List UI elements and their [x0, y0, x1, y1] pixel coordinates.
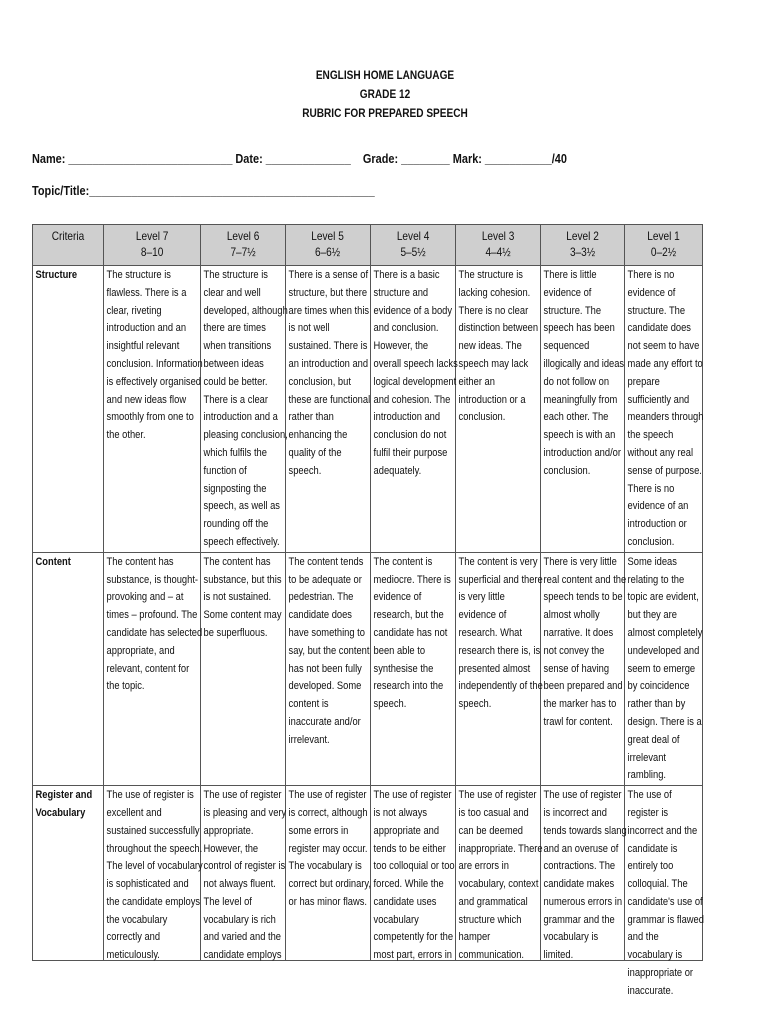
descriptor-cell: There is a basic structure and evidence of a body and conclusion. However, the overall speech lacks logical development and cohesion. The introduction and conclusion do not fulfil their purpose adequately. [370, 266, 455, 553]
descriptor-cell: Some ideas relating to the topic are evident, but they are almost completely undeveloped and seem to emerge by coincidence rather than by design. There is a great deal of irrelevant rambling. [624, 552, 702, 785]
header-row [33, 225, 703, 266]
descriptor-cell: The structure is lacking cohesion. There is no clear distinction between new ideas. The speech may lack either an introduction or a conclusion. [455, 266, 540, 553]
descriptor-cell: The use of register is not always appropriate and tends to be either too colloquial or too forced. While the candidate uses vocabulary competently for the most part, errors in [370, 786, 455, 961]
table-row-register-vocabulary [33, 786, 703, 961]
level-7-header: Level 7 8–10 [103, 225, 200, 266]
title-line-subject: ENGLISH HOME LANGUAGE [315, 68, 455, 82]
criterion-cell: Register and Vocabulary [33, 786, 104, 961]
title-line-grade: GRADE 12 [359, 87, 411, 101]
level-5-header: Level 5 6–6½ [286, 225, 370, 266]
descriptor-cell: There is little evidence of structure. The speech has been sequenced illogically and ideas do not follow on meaningfully from each other. The speech is with an introduction and/or conclusion. [540, 266, 624, 553]
descriptor-cell: There is no evidence of structure. The candidate does not seem to have made any effort to prepare sufficiently and meanders through the speech without any real sense of purpose. There is no evidence of an introduction or conclusion. [624, 266, 702, 553]
table-row-structure [33, 266, 703, 553]
topic-title-line[interactable]: Topic/Title:_______________________________________________ [32, 183, 375, 198]
descriptor-cell: The use of register is too casual and can be deemed inappropriate. There are errors in vocabulary, context and grammatical structure which hamper communication. [455, 786, 540, 961]
name-date-grade-mark-line[interactable]: Name: ___________________________ Date: ______________ Grade: ________ Mark: ___________/40 [32, 151, 567, 166]
level-4-header: Level 4 5–5½ [370, 225, 455, 266]
descriptor-cell: The content has substance, but this is not sustained. Some content may be superfluous. [201, 552, 286, 785]
descriptor-cell: The use of register is pleasing and very appropriate. However, the control of register is not always fluent. The level of vocabulary is rich and varied and the candidate employs [201, 786, 286, 961]
criterion-cell: Structure [33, 266, 104, 553]
level-3-header: Level 3 4–4½ [455, 225, 540, 266]
descriptor-cell: The use of register is incorrect and the candidate is entirely too colloquial. The candidate's use of grammar is flawed and the vocabulary is inappropriate or inaccurate. [624, 786, 702, 961]
descriptor-cell: The use of register is incorrect and tends towards slang and an overuse of contractions. The candidate makes numerous errors in grammar and the vocabulary is limited. [540, 786, 624, 961]
page-title [62, 66, 709, 123]
descriptor-cell: The content tends to be adequate or pedestrian. The candidate does have something to say, but the content has not been fully developed. Some content is inaccurate and/or irrelevant. [286, 552, 370, 785]
descriptor-cell: The content is very superficial and there is very little evidence of research. What research there is, is presented almost independently of the speech. [455, 552, 540, 785]
rubric-table [32, 224, 704, 997]
criteria-header: Criteria [33, 225, 104, 266]
descriptor-cell: There is a sense of structure, but there are times when this is not well sustained. There is an introduction and conclusion, but these are functional rather than enhancing the quality of the speech. [286, 266, 370, 553]
descriptor-cell: The content has substance, is thought-provoking and – at times – profound. The candidate has selected appropriate, and relevant, content for the topic. [103, 552, 200, 785]
criterion-cell: Content [33, 552, 104, 785]
table-row-content [33, 552, 703, 785]
descriptor-cell: The use of register is correct, although some errors in register may occur. The vocabulary is correct but ordinary, or has minor flaws. [286, 786, 370, 961]
title-line-rubric: RUBRIC FOR PREPARED SPEECH [302, 106, 468, 120]
descriptor-cell: The use of register is excellent and sustained successfully throughout the speech. The level of vocabulary is sophisticated and the candidate employs the vocabulary correctly and meticulously. [103, 786, 200, 961]
descriptor-cell: There is very little real content and the speech tends to be almost wholly narrative. It does not convey the sense of having been prepared and the marker has to trawl for content. [540, 552, 624, 785]
level-1-header: Level 1 0–2½ [624, 225, 702, 266]
descriptor-cell: The structure is clear and well developed, although there are times when transitions between ideas could be better. There is a clear introduction and a pleasing conclusion, which fulfils the function of signposting the speech, as well as rounding off the speech effectively. [201, 266, 286, 553]
level-2-header: Level 2 3–3½ [540, 225, 624, 266]
descriptor-cell: The structure is flawless. There is a clear, riveting introduction and an insightful relevant conclusion. Information is effectively organised and new ideas flow smoothly from one to the other. [103, 266, 200, 553]
level-6-header: Level 6 7–7½ [201, 225, 286, 266]
descriptor-cell: The content is mediocre. There is evidence of research, but the candidate has not been able to synthesise the research into the speech. [370, 552, 455, 785]
